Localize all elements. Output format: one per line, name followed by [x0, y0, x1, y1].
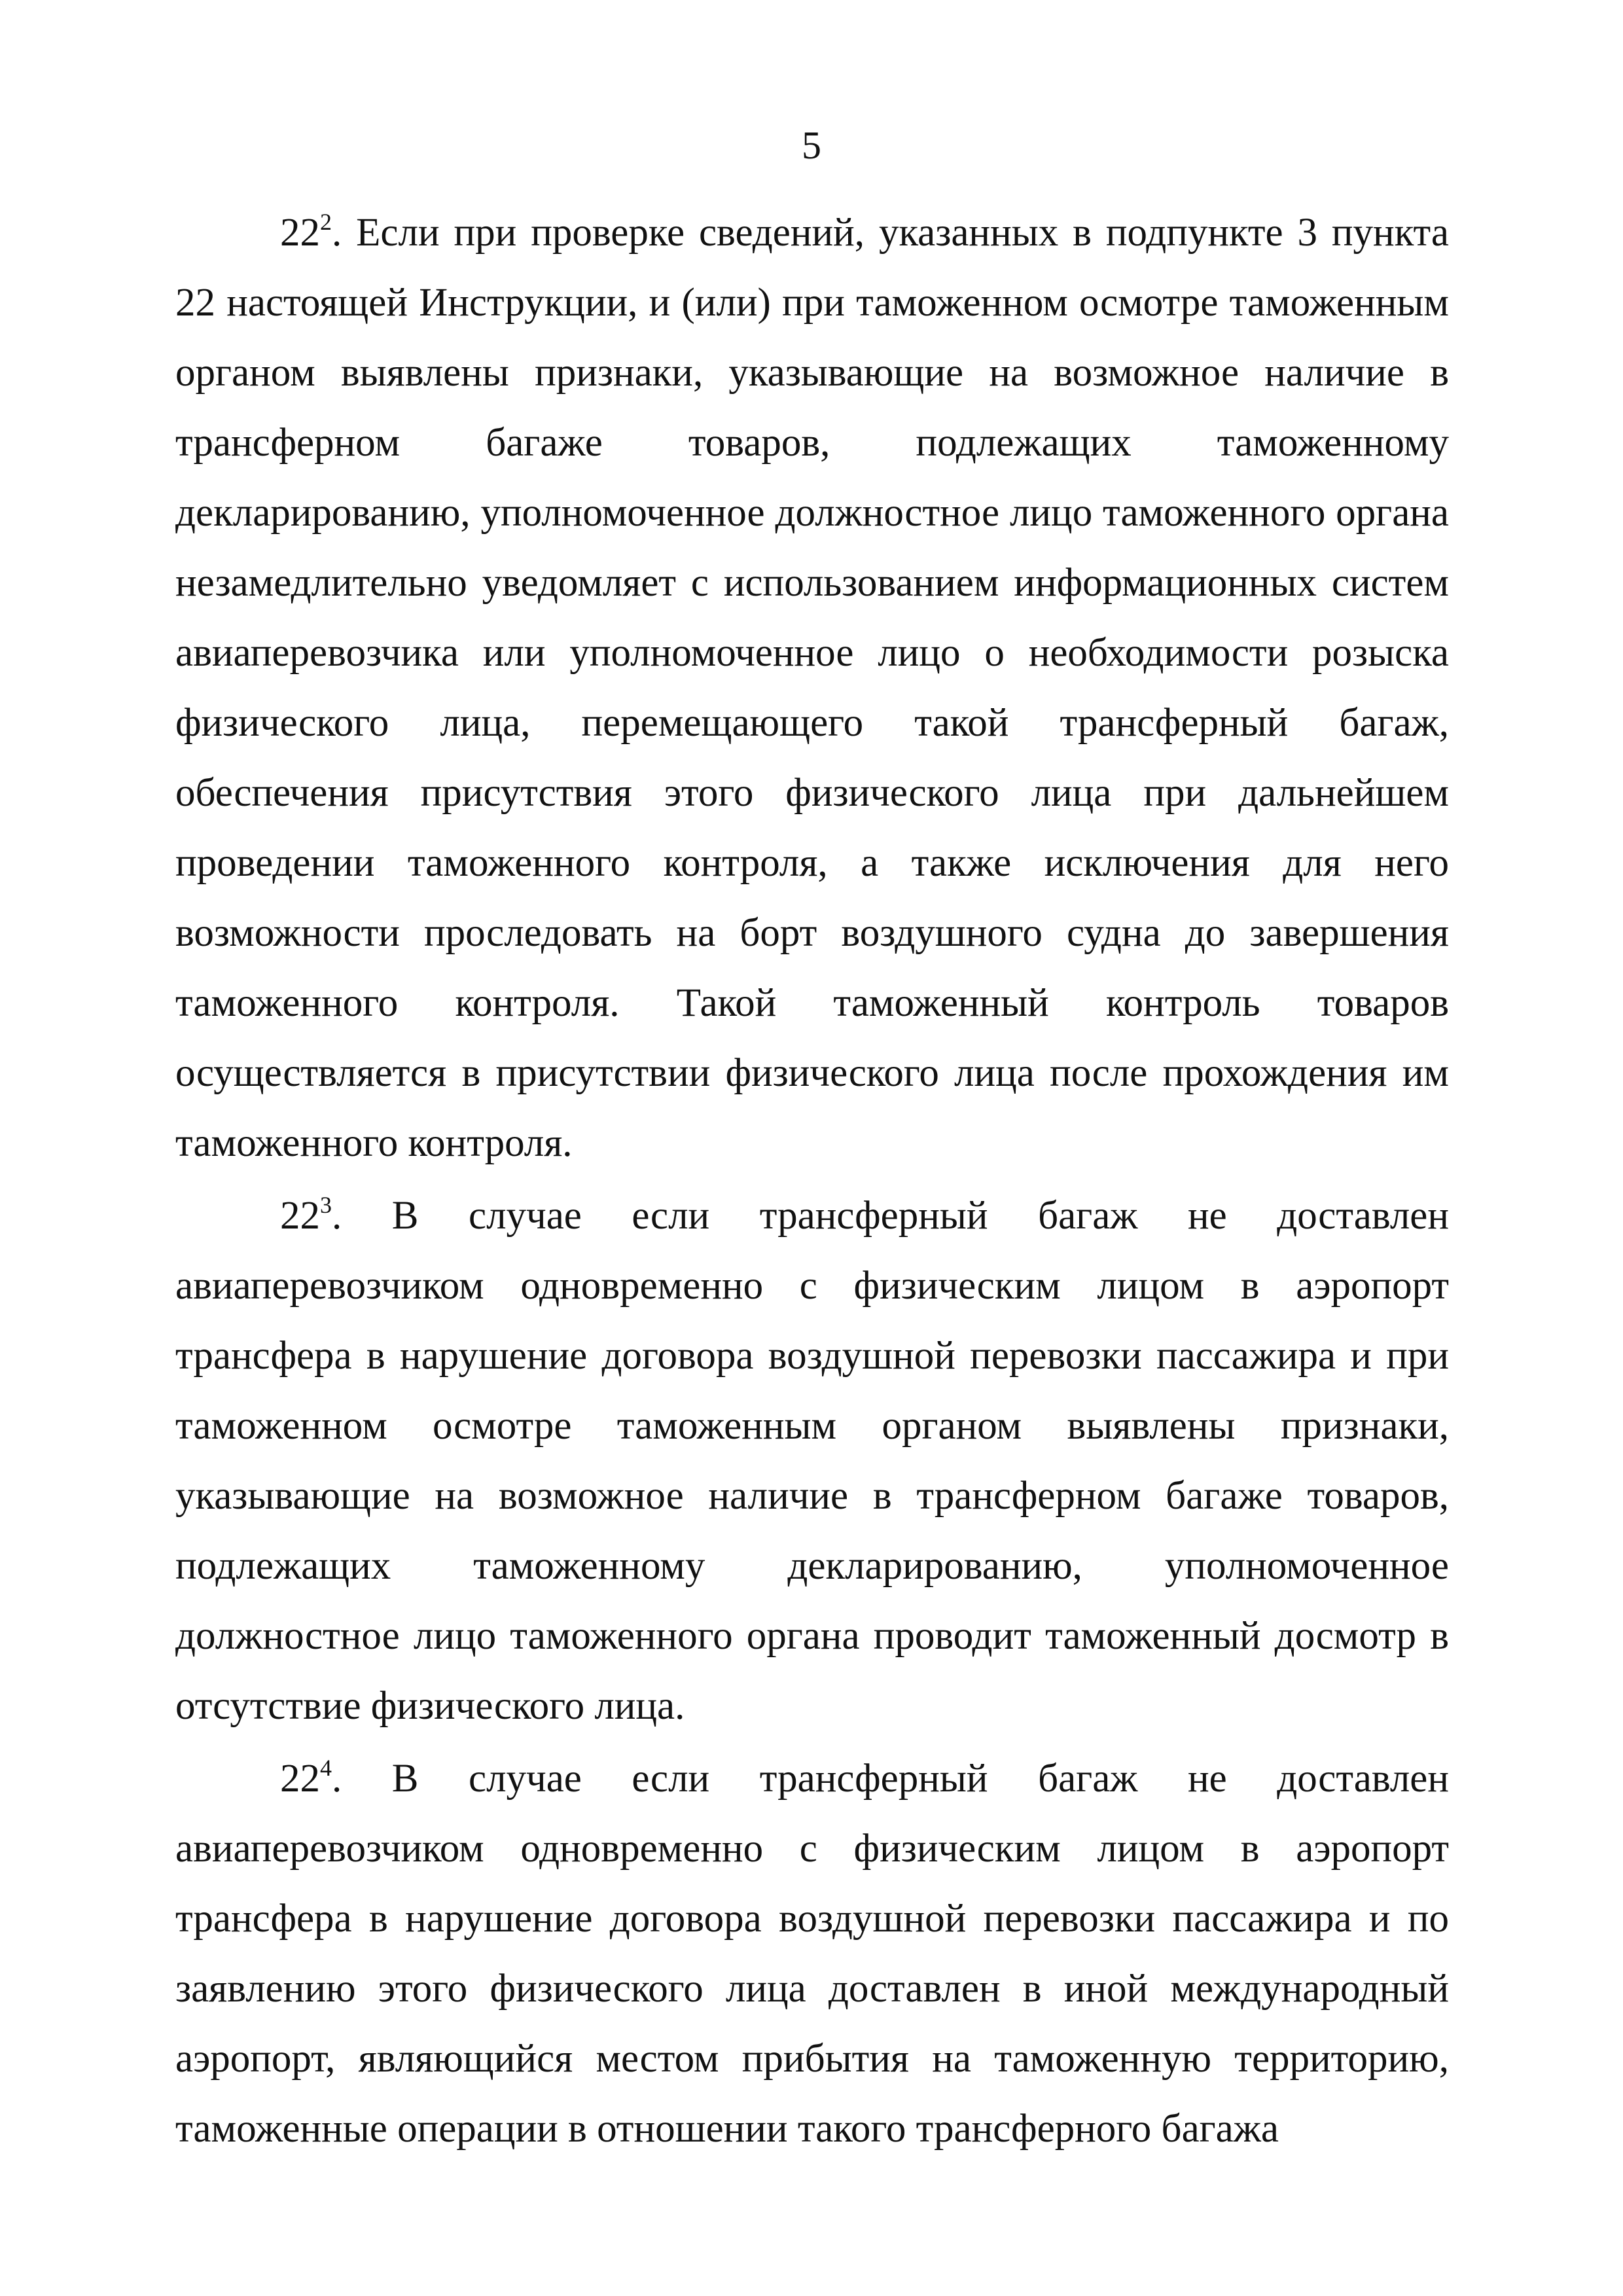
clause-label: [280, 211, 342, 255]
clause-superscript: 4: [320, 1755, 332, 1781]
clause-dot: .: [332, 211, 342, 255]
paragraph-text: Если при проверке сведений, указанных в подпункте 3 пункта 22 настоящей Инструкции, и (или) при таможенном осмотре таможенным органом выявлены признаки, указывающие на возможное наличие в трансферном багаже товаров, подлежащих таможенному декларированию, уполномоченное должностное лицо таможенного органа незамедлительно уведомляет с использованием информационных систем авиаперевозчика или уполномоченное лицо о необходимости розыска физического лица, перемещающего такой трансферный багаж, обеспечения присутствия этого физического лица при дальнейшем проведении таможенного контроля, а также исключения для него возможности проследовать на борт воздушного судна до завершения таможенного контроля. Такой таможенный контроль товаров осуществляется в присутствии физического лица после прохождения им таможенного контроля.: [175, 211, 1450, 1165]
clause-number: 22: [280, 211, 320, 255]
paragraph-22-4: [175, 1744, 1449, 2164]
clause-dot: .: [332, 1757, 342, 1801]
body-text: [175, 198, 1449, 2164]
clause-number: 22: [280, 1757, 320, 1801]
clause-superscript: 3: [320, 1192, 332, 1218]
paragraph-22-2: [175, 198, 1449, 1178]
paragraph-text: В случае если трансферный багаж не доставлен авиаперевозчиком одновременно с физическим лицом в аэропорт трансфера в нарушение договора воздушной перевозки пассажира и по заявлению этого физического лица доставлен в иной международный аэропорт, являющийся местом прибытия на таможенную территорию, таможенные операции в отношении такого трансферного багажа: [175, 1757, 1449, 2151]
clause-dot: .: [332, 1194, 342, 1238]
paragraph-22-3: [175, 1181, 1449, 1741]
clause-label: [280, 1194, 342, 1238]
clause-label: [280, 1757, 342, 1801]
clause-superscript: 2: [320, 209, 332, 235]
page-number: 5: [802, 124, 821, 167]
clause-number: 22: [280, 1194, 320, 1238]
paragraph-text: В случае если трансферный багаж не доставлен авиаперевозчиком одновременно с физическим лицом в аэропорт трансфера в нарушение договора воздушной перевозки пассажира и при таможенном осмотре таможенным органом выявлены признаки, указывающие на возможное наличие в трансферном багаже товаров, подлежащих таможенному декларированию, уполномоченное должностное лицо таможенного органа проводит таможенный досмотр в отсутствие физического лица.: [175, 1194, 1449, 1728]
